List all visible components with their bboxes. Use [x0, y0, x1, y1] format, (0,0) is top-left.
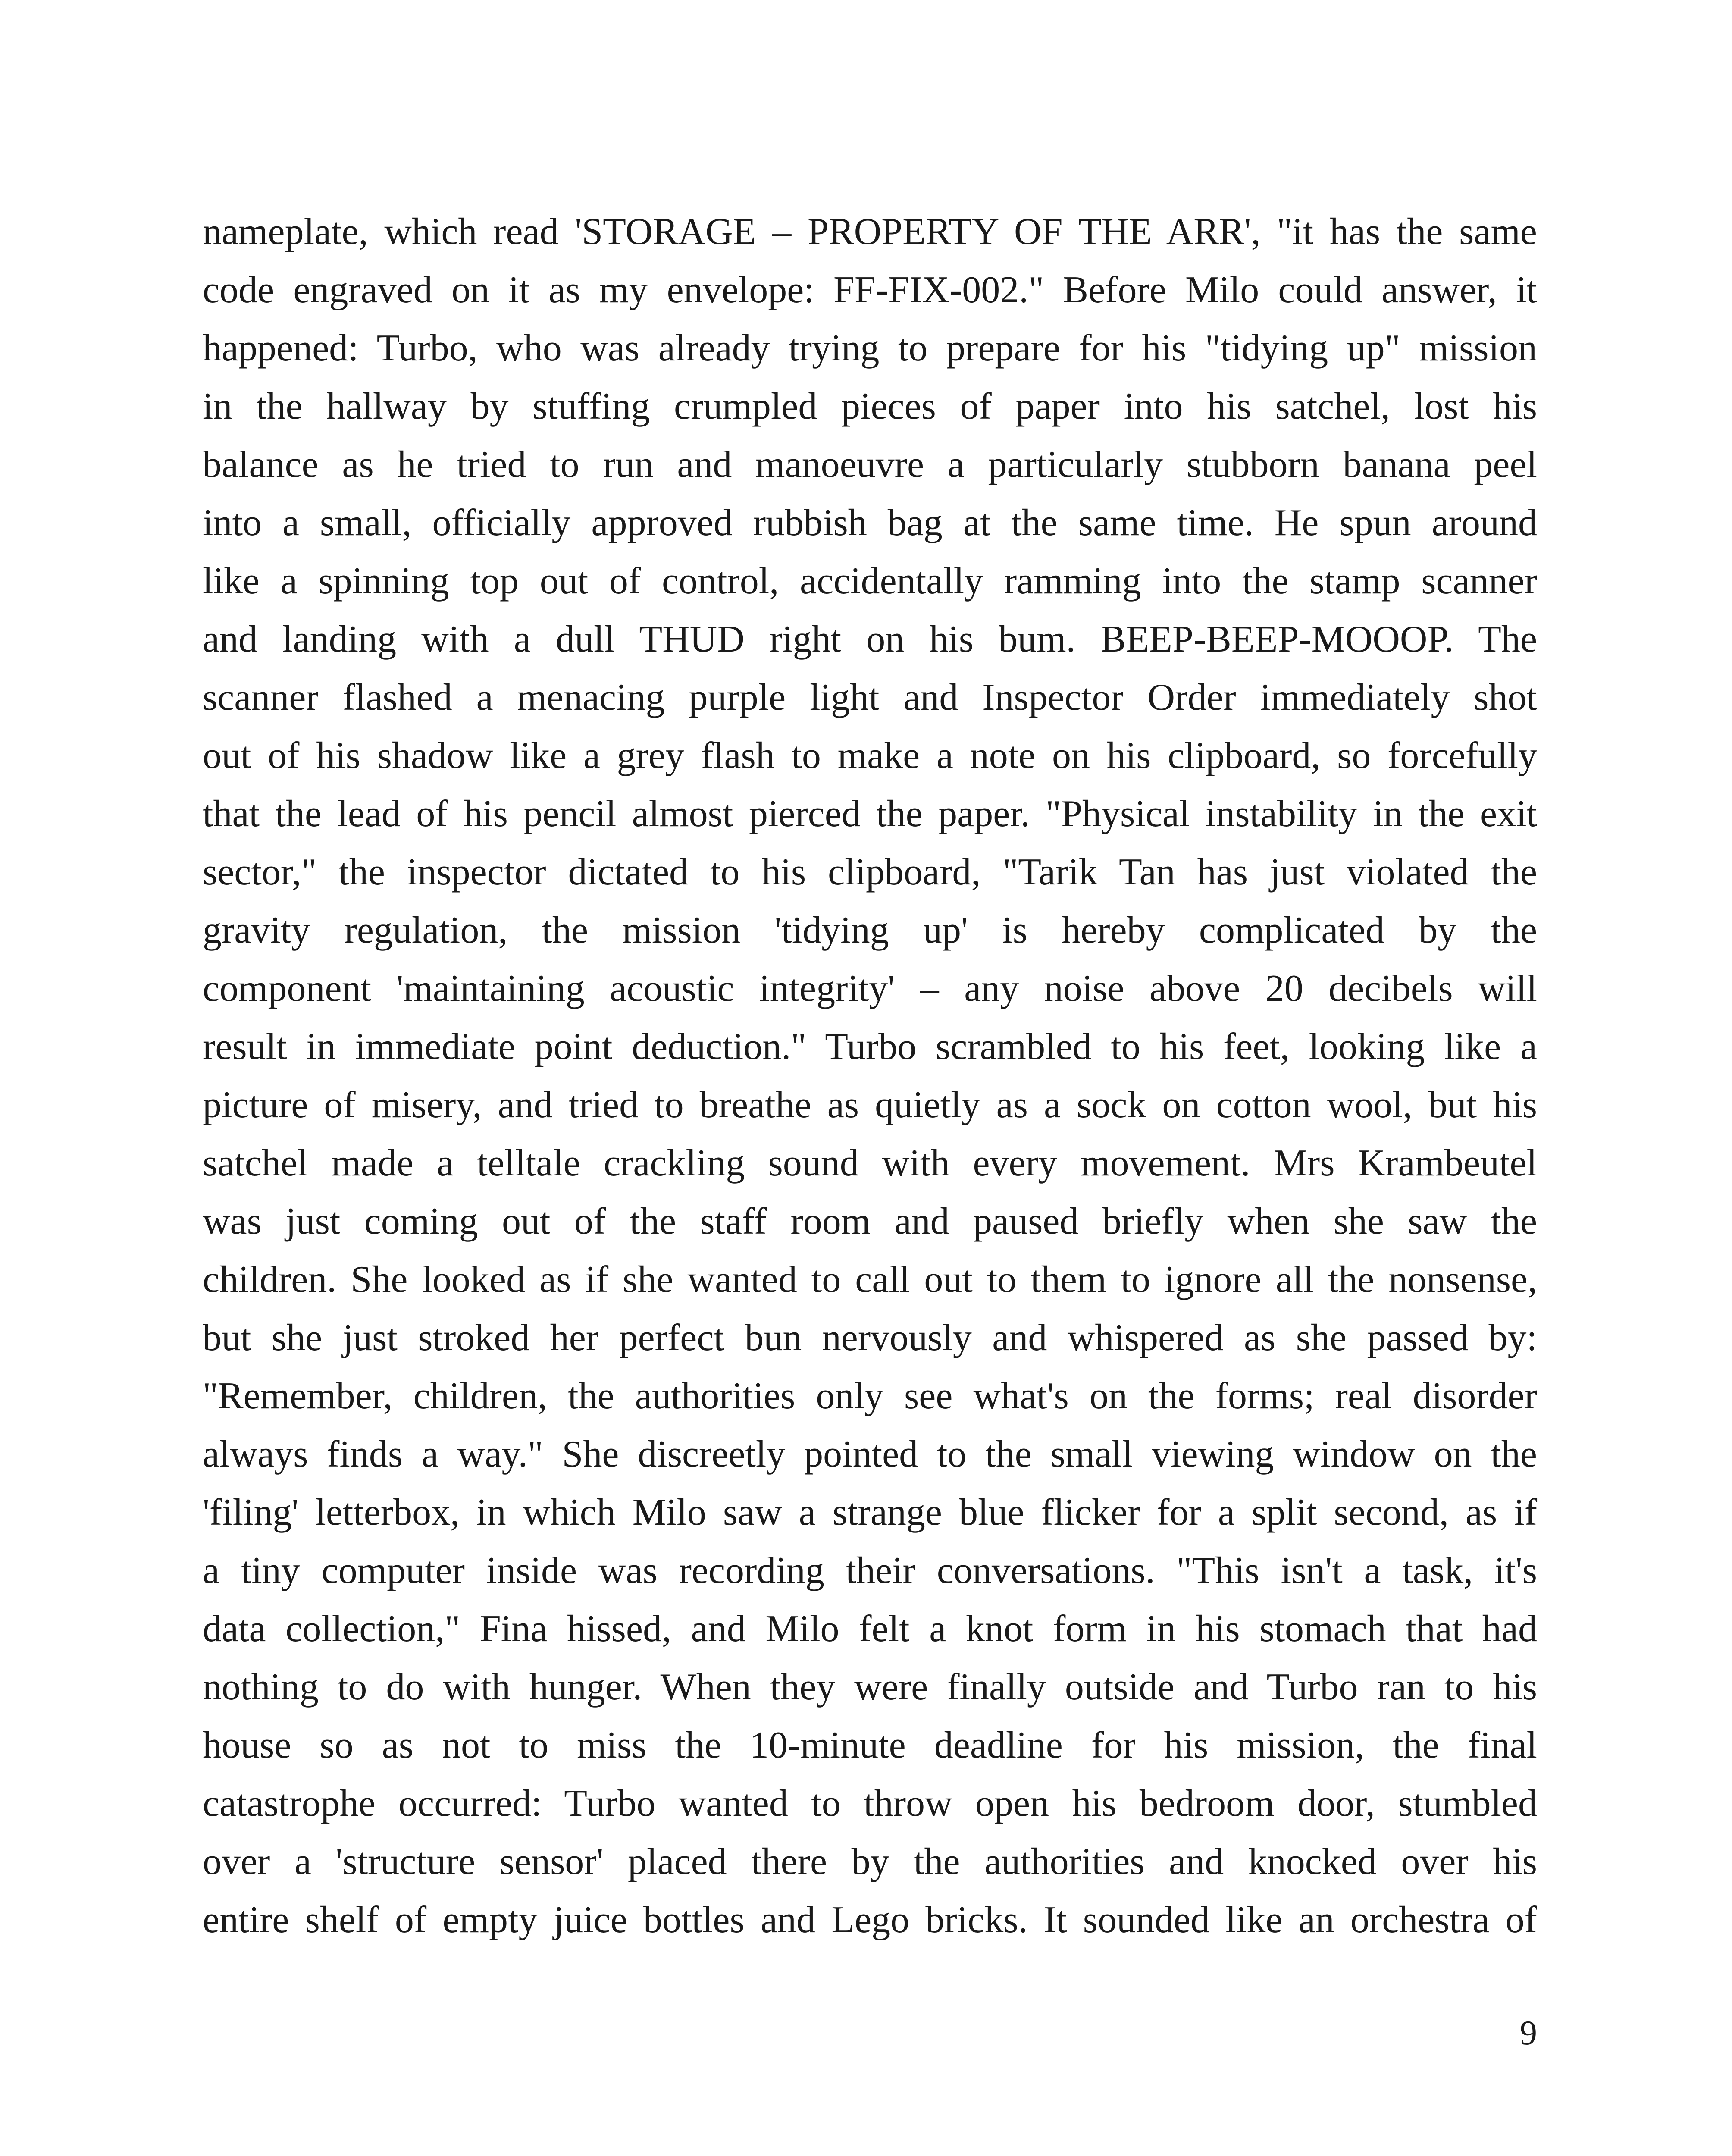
text-line: gravity regulation, the mission 'tidying up' is hereby complicated by the	[203, 909, 1537, 951]
text-line: result in immediate point deduction." Turbo scrambled to his feet, looking like a	[203, 1026, 1537, 1068]
text-line: into a small, officially approved rubbish bag at the same time. He spun around	[203, 502, 1537, 544]
text-line: nameplate, which read 'STORAGE – PROPERTY OF THE ARR', "it has the same	[203, 211, 1537, 253]
text-line: satchel made a telltale crackling sound with every movement. Mrs Krambeutel	[203, 1142, 1537, 1184]
text-line: was just coming out of the staff room and paused briefly when she saw the	[203, 1200, 1537, 1242]
text-line: a tiny computer inside was recording their conversations. "This isn't a task, it's	[203, 1550, 1537, 1592]
text-line: but she just stroked her perfect bun nervously and whispered as she passed by:	[203, 1317, 1537, 1359]
text-line: component 'maintaining acoustic integrity' – any noise above 20 decibels will	[203, 968, 1537, 1009]
text-line: nothing to do with hunger. When they were finally outside and Turbo ran to his	[203, 1666, 1537, 1708]
text-line: in the hallway by stuffing crumpled pieces of paper into his satchel, lost his	[203, 385, 1537, 427]
text-line: and landing with a dull THUD right on his bum. BEEP-BEEP-MOOOP. The	[203, 618, 1537, 660]
page-number: 9	[1520, 2014, 1537, 2052]
text-line: sector," the inspector dictated to his clipboard, "Tarik Tan has just violated the	[203, 851, 1537, 893]
text-line: house so as not to miss the 10-minute deadline for his mission, the final	[203, 1724, 1537, 1766]
text-line: that the lead of his pencil almost pierced the paper. "Physical instability in the exit	[203, 793, 1537, 835]
text-line: 'filing' letterbox, in which Milo saw a strange blue flicker for a split second, as if	[203, 1492, 1537, 1533]
text-line: like a spinning top out of control, accidentally ramming into the stamp scanner	[203, 560, 1537, 602]
text-line: scanner flashed a menacing purple light and Inspector Order immediately shot	[203, 677, 1537, 718]
text-line: always finds a way." She discreetly pointed to the small viewing window on the	[203, 1433, 1537, 1475]
text-line: children. She looked as if she wanted to call out to them to ignore all the nonsense,	[203, 1259, 1537, 1300]
text-line: balance as he tried to run and manoeuvre a particularly stubborn banana peel	[203, 444, 1537, 486]
text-line: "Remember, children, the authorities only see what's on the forms; real disorder	[203, 1375, 1537, 1417]
text-line: happened: Turbo, who was already trying to prepare for his "tidying up" mission	[203, 327, 1537, 369]
text-line: data collection," Fina hissed, and Milo felt a knot form in his stomach that had	[203, 1608, 1537, 1650]
text-line: picture of misery, and tried to breathe as quietly as a sock on cotton wool, but his	[203, 1084, 1537, 1126]
text-line: over a 'structure sensor' placed there by the authorities and knocked over his	[203, 1841, 1537, 1883]
text-line: catastrophe occurred: Turbo wanted to throw open his bedroom door, stumbled	[203, 1783, 1537, 1824]
body-text	[203, 203, 1537, 1949]
text-line: code engraved on it as my envelope: FF-FIX-002." Before Milo could answer, it	[203, 269, 1537, 311]
text-line: out of his shadow like a grey flash to make a note on his clipboard, so forcefully	[203, 735, 1537, 777]
text-line: entire shelf of empty juice bottles and Lego bricks. It sounded like an orchestra of	[203, 1899, 1537, 1941]
